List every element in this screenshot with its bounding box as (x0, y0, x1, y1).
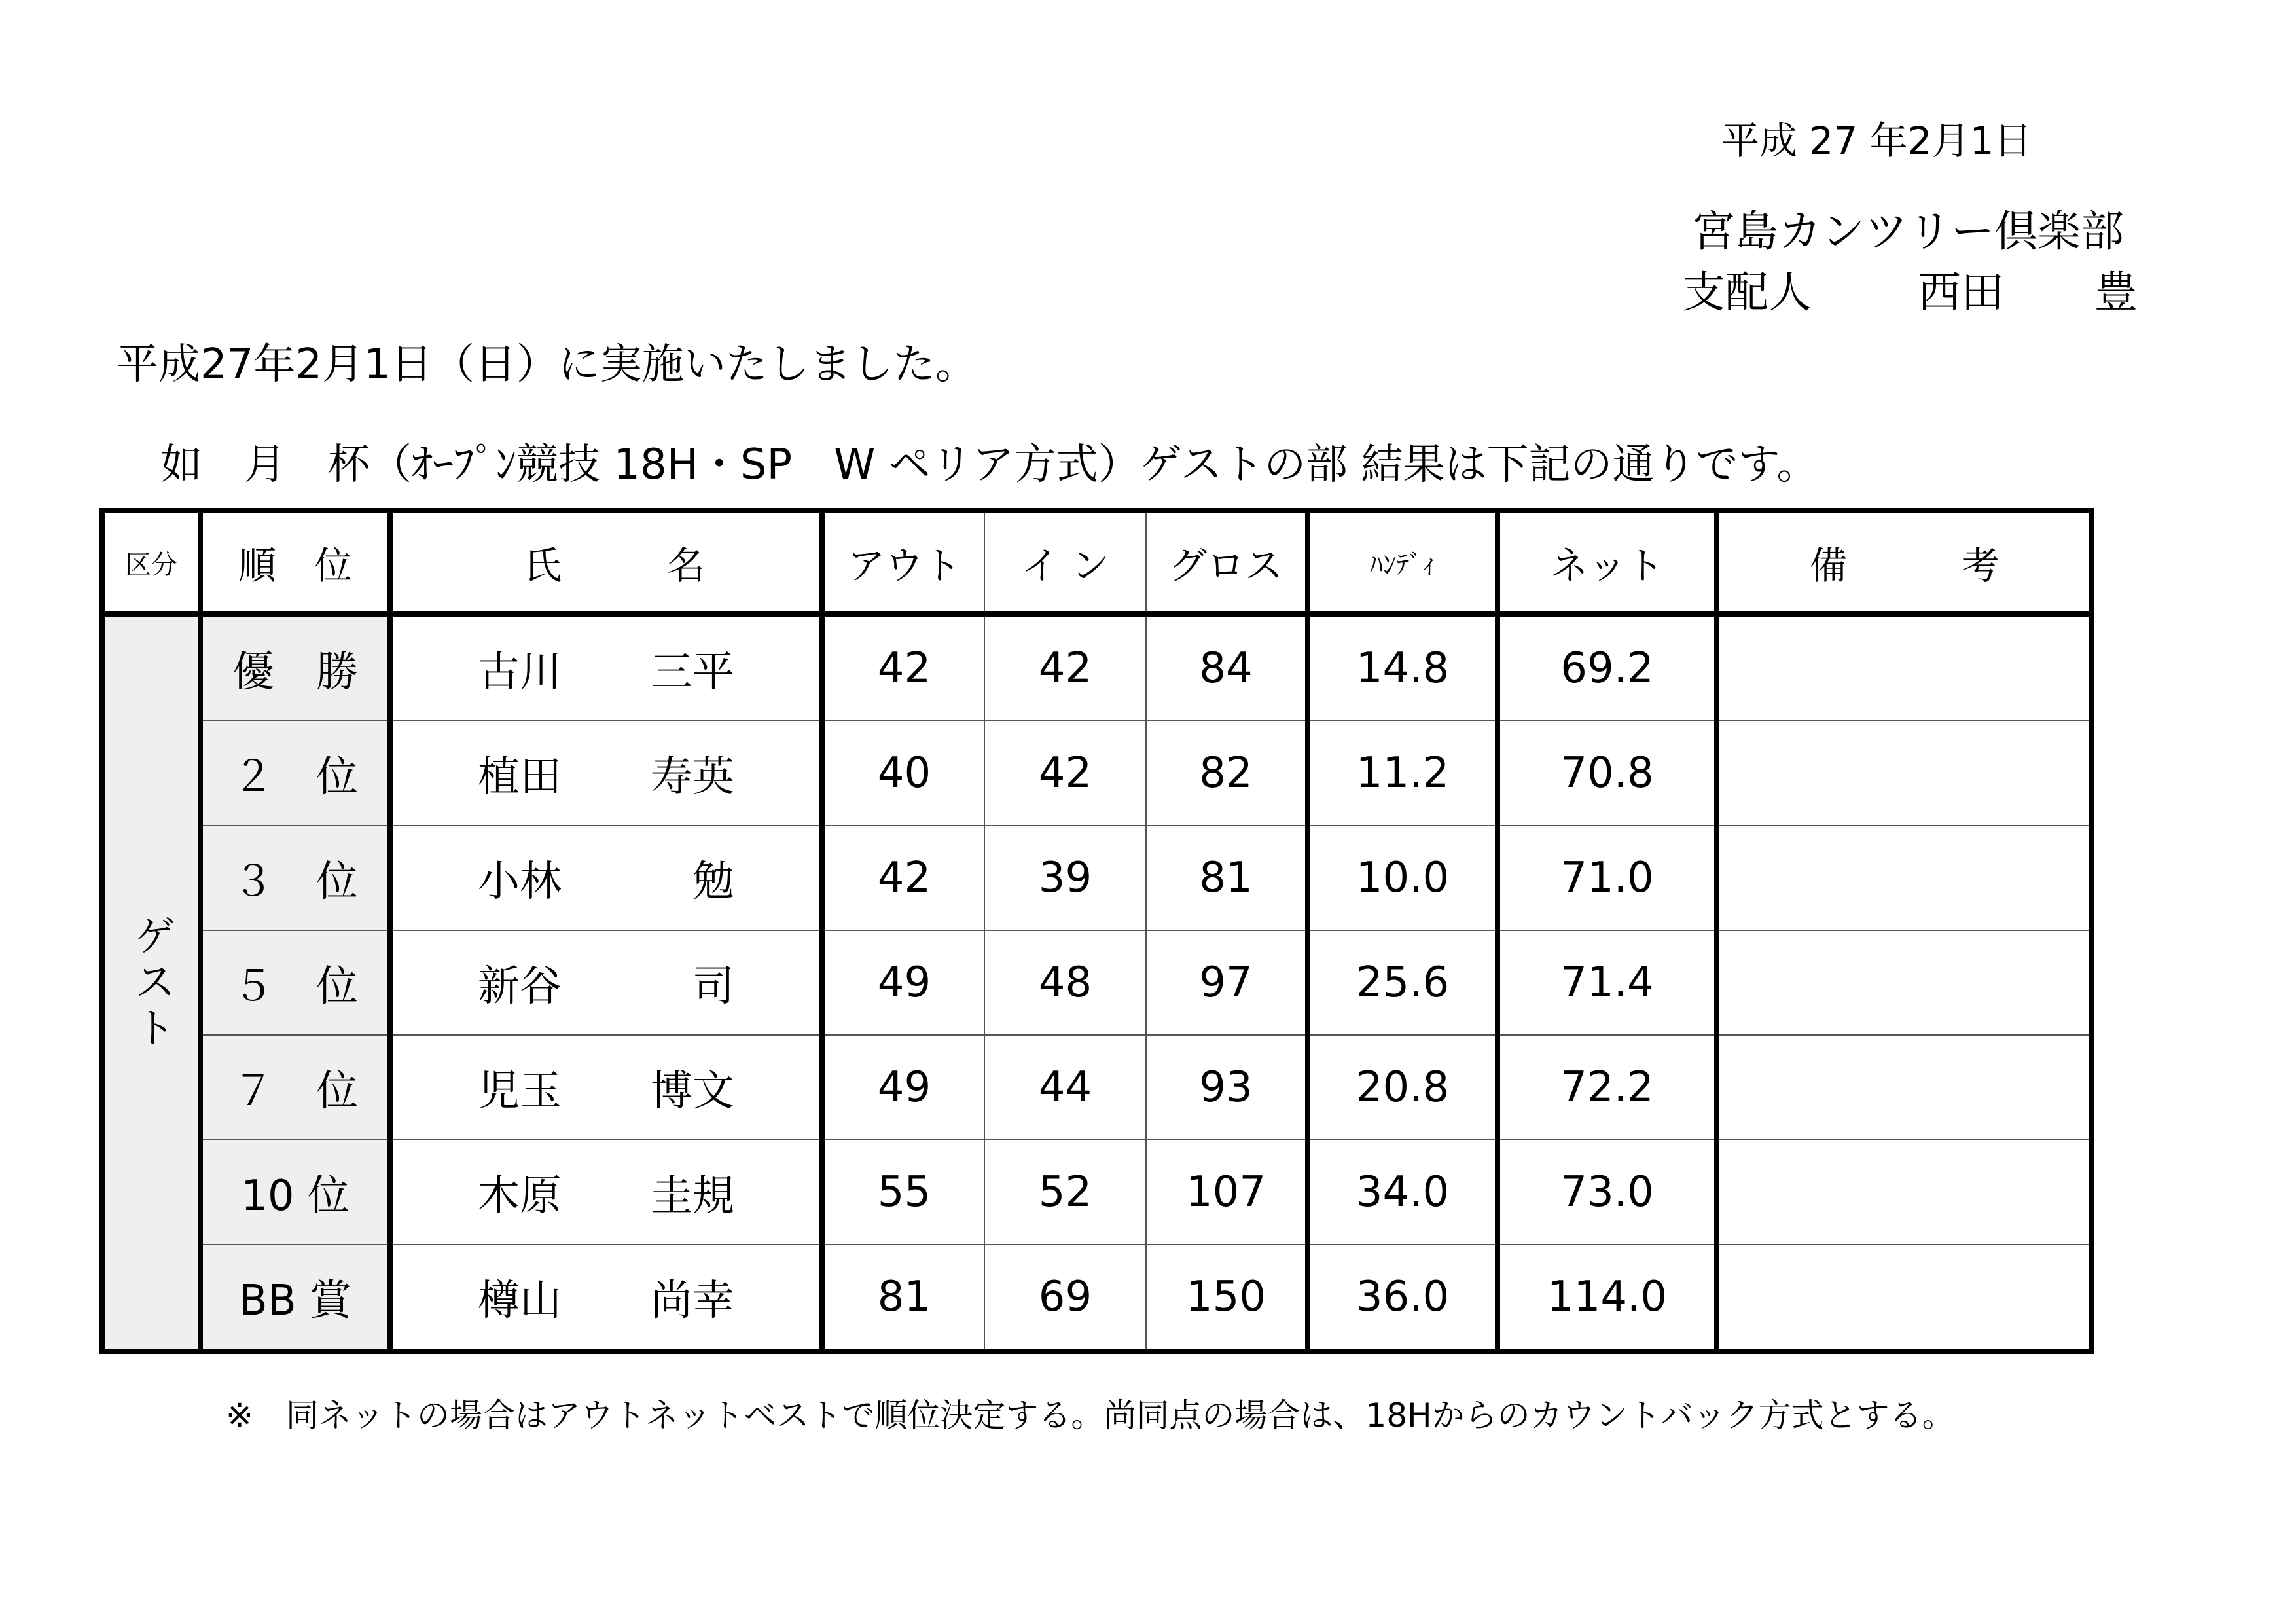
in-score: 52 (984, 1140, 1146, 1245)
gross-score: 81 (1146, 826, 1308, 930)
in-score: 42 (984, 614, 1146, 721)
given-name: 尚幸 (651, 1277, 734, 1325)
out-score: 55 (822, 1140, 984, 1245)
handicap-value: 10.0 (1308, 826, 1498, 930)
surname: 児玉 (478, 1067, 562, 1116)
surname: 樽山 (478, 1277, 562, 1325)
remarks-cell (1717, 614, 2092, 721)
rank-cell: 優 勝 (200, 614, 390, 721)
name-cell (390, 1140, 822, 1245)
header-name-given: 名 (666, 543, 705, 588)
header-in: イ ン (984, 511, 1146, 614)
table-row (102, 721, 2092, 826)
in-score: 69 (984, 1245, 1146, 1351)
rank-cell: ７ 位 (200, 1035, 390, 1140)
in-score: 42 (984, 721, 1146, 826)
surname: 古川 (478, 648, 562, 697)
given-name: 寿英 (651, 753, 734, 801)
rank-cell: BB 賞 (200, 1245, 390, 1351)
handicap-value: 20.8 (1308, 1035, 1498, 1140)
surname: 木原 (478, 1172, 562, 1220)
net-score: 72.2 (1498, 1035, 1717, 1140)
remarks-cell (1717, 826, 2092, 930)
given-name: 博文 (651, 1067, 734, 1116)
gross-score: 150 (1146, 1245, 1308, 1351)
results-table (99, 508, 2094, 1354)
remarks-cell (1717, 1035, 2092, 1140)
out-score: 40 (822, 721, 984, 826)
manager-title: 支配人 (1682, 267, 1812, 318)
gross-score: 93 (1146, 1035, 1308, 1140)
rank-cell: ３ 位 (200, 826, 390, 930)
event-description: 如 月 杯（ｵｰﾌﾟﾝ競技 18H・SP W ペリア方式）ゲストの部 結果は下記の通りです。 (160, 441, 1819, 489)
out-score: 42 (822, 614, 984, 721)
rank-cell: ５ 位 (200, 930, 390, 1035)
gross-score: 82 (1146, 721, 1308, 826)
category-cell: ゲスト (102, 614, 200, 1351)
header-out: アウト (822, 511, 984, 614)
table-row (102, 1140, 2092, 1245)
net-score: 71.0 (1498, 826, 1717, 930)
net-score: 71.4 (1498, 930, 1717, 1035)
name-cell (390, 1245, 822, 1351)
in-score: 39 (984, 826, 1146, 930)
surname: 新谷 (478, 962, 562, 1011)
given-name: 司 (692, 962, 734, 1011)
name-cell (390, 721, 822, 826)
header-net: ネット (1498, 511, 1717, 614)
footnote: ※ 同ネットの場合はアウトネットベストで順位決定する。尚同点の場合は、18Hからのカウントバック方式とする。 (226, 1396, 1955, 1434)
manager-given-name: 豊 (2094, 267, 2138, 318)
organization-name: 宮島カンツリー倶楽部 (1692, 206, 2124, 257)
net-score: 73.0 (1498, 1140, 1717, 1245)
table-header-row (102, 511, 2092, 614)
handicap-value: 14.8 (1308, 614, 1498, 721)
handicap-value: 36.0 (1308, 1245, 1498, 1351)
out-score: 49 (822, 930, 984, 1035)
in-score: 44 (984, 1035, 1146, 1140)
net-score: 69.2 (1498, 614, 1717, 721)
table-row (102, 826, 2092, 930)
intro-text: 平成27年2月1日（日）に実施いたしました。 (117, 340, 977, 389)
gross-score: 97 (1146, 930, 1308, 1035)
net-score: 114.0 (1498, 1245, 1717, 1351)
remarks-cell (1717, 1140, 2092, 1245)
document-date: 平成 27 年2月1日 (1721, 119, 2032, 163)
header-name-surname: 氏 (524, 543, 562, 588)
out-score: 49 (822, 1035, 984, 1140)
rank-cell: 10 位 (200, 1140, 390, 1245)
table-row (102, 1245, 2092, 1351)
given-name: 勉 (692, 858, 734, 906)
header-category: 区分 (102, 511, 200, 614)
header-name (390, 511, 822, 614)
gross-score: 107 (1146, 1140, 1308, 1245)
rank-cell: ２ 位 (200, 721, 390, 826)
gross-score: 84 (1146, 614, 1308, 721)
header-remarks: 備 考 (1717, 511, 2092, 614)
manager-surname: 西田 (1918, 267, 2004, 318)
name-cell (390, 930, 822, 1035)
out-score: 81 (822, 1245, 984, 1351)
surname: 植田 (478, 753, 562, 801)
in-score: 48 (984, 930, 1146, 1035)
given-name: 三平 (651, 648, 734, 697)
name-cell (390, 614, 822, 721)
table-row (102, 930, 2092, 1035)
name-cell (390, 826, 822, 930)
table-row (102, 1035, 2092, 1140)
header-handicap: ﾊﾝﾃﾞｨ (1308, 511, 1498, 614)
handicap-value: 11.2 (1308, 721, 1498, 826)
header-rank: 順 位 (200, 511, 390, 614)
out-score: 42 (822, 826, 984, 930)
handicap-value: 25.6 (1308, 930, 1498, 1035)
remarks-cell (1717, 930, 2092, 1035)
table-row (102, 614, 2092, 721)
name-cell (390, 1035, 822, 1140)
header-gross: グロス (1146, 511, 1308, 614)
given-name: 圭規 (651, 1172, 734, 1220)
net-score: 70.8 (1498, 721, 1717, 826)
remarks-cell (1717, 721, 2092, 826)
handicap-value: 34.0 (1308, 1140, 1498, 1245)
remarks-cell (1717, 1245, 2092, 1351)
surname: 小林 (478, 858, 562, 906)
